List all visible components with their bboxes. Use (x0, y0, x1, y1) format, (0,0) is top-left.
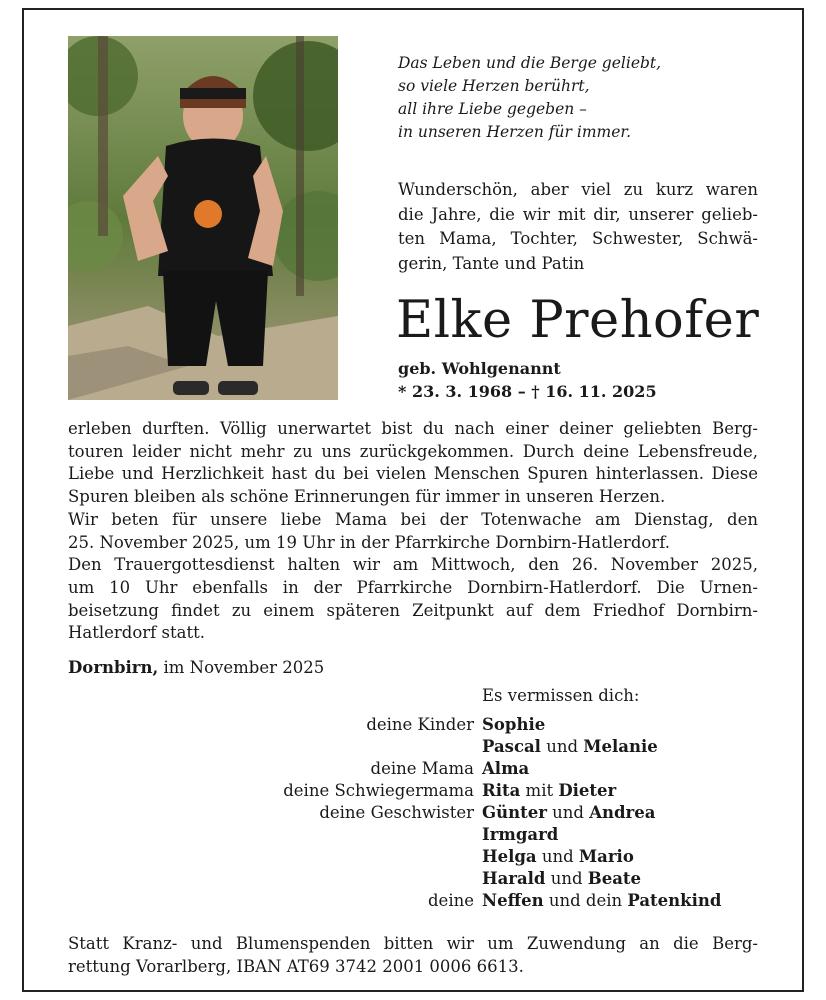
portrait-photo (68, 36, 338, 400)
mourner-names (482, 714, 545, 736)
connector-text: und (536, 847, 579, 866)
intro-text (398, 178, 758, 276)
mourner-row (0, 736, 826, 758)
connector-text: und (545, 869, 588, 888)
mourner-relation: deine Geschwister (319, 803, 474, 822)
place-city: Dornbirn, (68, 658, 159, 677)
mourner-name: Beate (587, 869, 642, 888)
intro-line: ten Mama, Tochter, Schwester, Schwä- (398, 229, 758, 248)
mourner-name: Sophie (482, 715, 546, 734)
poem-line: all ihre Liebe gegeben – (398, 100, 587, 118)
body-line: um 10 Uhr ebenfalls in der Pfarrkirche Dornbirn-Hatlerdorf. Die Urnen- (68, 577, 758, 597)
mourner-names (482, 758, 529, 780)
mourner-name: Helga (482, 847, 537, 866)
mourner-row (0, 780, 826, 802)
announcement-text (68, 418, 758, 645)
mourner-name: Alma (482, 759, 530, 778)
connector-text: und dein (543, 891, 628, 910)
intro-line: die Jahre, die wir mit dir, unserer gelieb- (398, 204, 758, 224)
mourner-names (482, 802, 655, 824)
mourners-heading: Es vermissen dich: (482, 686, 640, 705)
body-line: 25. November 2025, um 19 Uhr in der Pfarrkirche Dornbirn-Hatlerdorf. (68, 532, 670, 552)
mourner-name: Mario (578, 847, 634, 866)
intro-line: gerin, Tante und Patin (398, 253, 585, 273)
connector-text: und (546, 803, 590, 822)
connector-text: und (540, 737, 584, 756)
mourner-relation: deine (428, 891, 474, 910)
mourner-row (0, 846, 826, 868)
memorial-poem (398, 52, 778, 144)
body-line: touren leider nicht mehr zu uns zurückgekommen. Durch deine Lebensfreude, (68, 441, 758, 461)
mourner-names (482, 890, 721, 912)
body-line: Liebe und Herzlichkeit hast du bei vielen Menschen Spuren hinterlassen. Diese (68, 464, 758, 484)
place-date (68, 656, 324, 680)
mourner-names (482, 780, 616, 802)
body-line: Spuren bleiben als schöne Erinnerungen für immer in unseren Herzen. (68, 487, 666, 507)
footer-line: rettung Vorarlberg, IBAN AT69 3742 2001 0006 6613. (68, 957, 524, 976)
poem-line: Das Leben und die Berge geliebt, (398, 54, 662, 72)
deceased-name: Elke Prehofer (396, 291, 760, 350)
intro-line: Wunderschön, aber viel zu kurz waren (398, 180, 758, 199)
body-line: Den Trauergottesdienst halten wir am Mittwoch, den 26. November 2025, (68, 555, 758, 575)
body-line: beisetzung findet zu einem späteren Zeitpunkt auf dem Friedhof Dornbirn- (68, 600, 758, 620)
mourner-names (482, 846, 634, 868)
mourner-name: Melanie (583, 737, 658, 756)
body-line: erleben durften. Völlig unerwartet bist du nach einer deiner geliebten Berg- (68, 419, 758, 438)
mourner-names (482, 868, 641, 890)
mourner-row (0, 890, 826, 912)
body-line: Wir beten für unsere liebe Mama bei der Totenwache am Dienstag, den (68, 509, 758, 529)
mourner-row (0, 868, 826, 890)
life-dates: * 23. 3. 1968 – † 16. 11. 2025 (398, 382, 657, 401)
birth-name: geb. Wohlgenannt (398, 359, 561, 378)
mourner-names (482, 736, 658, 758)
footer-line: Statt Kranz- und Blumenspenden bitten wir um Zuwendung an die Berg- (68, 934, 758, 953)
mourner-names (482, 824, 558, 846)
body-line: Hatlerdorf statt. (68, 623, 205, 643)
poem-line: so viele Herzen berührt, (398, 77, 590, 95)
poem-line: in unseren Herzen für immer. (398, 123, 632, 141)
mourner-row (0, 824, 826, 846)
connector-text: mit (520, 781, 559, 800)
donation-note (68, 932, 758, 978)
mourner-name: Pascal (482, 737, 541, 756)
mourner-row (0, 802, 826, 824)
mourner-row (0, 714, 826, 736)
mourner-name: Harald (482, 869, 546, 888)
mourner-relation: deine Schwiegermama (283, 781, 474, 800)
mourner-relation: deine Kinder (366, 715, 474, 734)
mourner-name: Andrea (589, 803, 656, 822)
mourner-relation: deine Mama (370, 759, 474, 778)
place-month: im November 2025 (158, 658, 325, 677)
mourner-name: Günter (482, 803, 547, 822)
mourner-name: Dieter (558, 781, 617, 800)
mourner-name: Neffen (482, 891, 544, 910)
mourner-name: Irmgard (482, 825, 559, 844)
mourner-name: Rita (482, 781, 521, 800)
mourner-name: Patenkind (627, 891, 722, 910)
mourner-row (0, 758, 826, 780)
